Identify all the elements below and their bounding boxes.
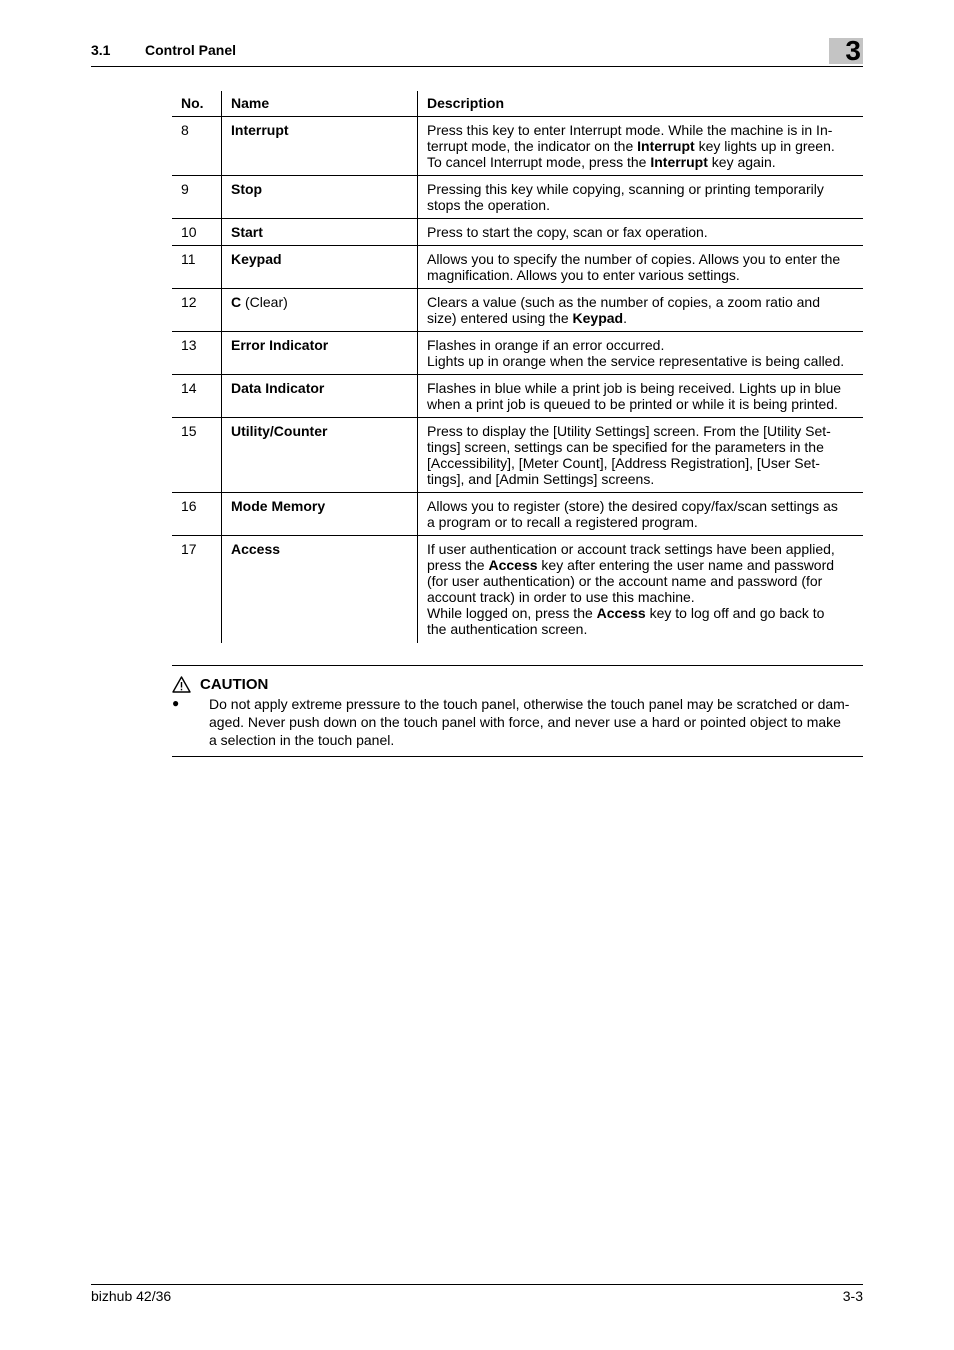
table-row [172,536,863,644]
row-description [418,176,864,219]
caution-line: aged. Never push down on the touch panel with force, and never use a hard or pointed object to make [209,714,841,730]
description-text: size) entered using the [427,310,573,326]
key-name: Stop [231,181,263,197]
table-row [172,375,863,418]
description-text: when a print job is queued to be printed or while it is being printed. [427,396,838,412]
row-number: 8 [172,117,222,176]
column-header-no: No. [172,91,222,117]
page-footer [91,1284,863,1304]
row-description [418,117,864,176]
row-number: 9 [172,176,222,219]
description-text: Clears a value (such as the number of copies, a zoom ratio and [427,294,820,310]
caution-line: Do not apply extreme pressure to the touch panel, otherwise the touch panel may be scratched or dam- [209,696,850,712]
row-number: 12 [172,289,222,332]
description-text: If user authentication or account track settings have been applied, [427,541,835,557]
row-number: 17 [181,541,197,557]
description-text: terrupt mode, the indicator on the [427,138,638,154]
product-name: bizhub 42/36 [91,1288,172,1304]
table-body [172,117,863,644]
row-description [418,289,864,332]
caution-box [172,665,863,757]
row-name [222,536,418,644]
row-name [222,117,418,176]
row-description [418,536,864,644]
description-text: Flashes in orange if an error occurred. [427,337,665,353]
row-name [222,219,418,246]
row-name [222,246,418,289]
description-text: Press this key to enter Interrupt mode. While the machine is in In- [427,122,833,138]
key-reference: Access [596,605,646,621]
caution-text [209,695,863,749]
section-title: Control Panel [145,42,237,58]
control-panel-table [172,91,863,643]
key-name: Utility/Counter [231,423,328,439]
description-text: press the [427,557,489,573]
key-name: Keypad [231,251,282,267]
description-text: tings], and [Admin Settings] screens. [427,471,655,487]
description-text: Flashes in blue while a print job is being received. Lights up in blue [427,380,842,396]
description-text: key lights up in green. [694,138,835,154]
description-text: Allows you to specify the number of copies. Allows you to enter the [427,251,841,267]
warning-triangle-icon [172,676,191,693]
table-header-row [172,91,863,117]
description-text: [Accessibility], [Meter Count], [Address Registration], [User Set- [427,455,820,471]
table-row [172,117,863,176]
table-row [172,176,863,219]
row-name [222,493,418,536]
description-text: key to log off and go back to [645,605,825,621]
row-description [418,332,864,375]
chapter-number: 3 [845,35,861,66]
table-row [172,493,863,536]
section-number: 3.1 [91,42,111,58]
key-reference: Interrupt [637,138,695,154]
key-name: Start [231,224,263,240]
chapter-tab [829,35,863,66]
key-name-suffix: (Clear) [241,294,288,310]
row-number: 11 [172,246,222,289]
description-text: Press to display the [Utility Settings] screen. From the [Utility Set- [427,423,831,439]
description-text: Allows you to register (store) the desired copy/fax/scan settings as [427,498,838,514]
description-text: the authentication screen. [427,621,588,637]
description-text: stops the operation. [427,197,550,213]
key-name: Data Indicator [231,380,325,396]
key-name: C [231,294,242,310]
key-reference: Interrupt [650,154,708,170]
description-text: (for user authentication) or the account name and password (for [427,573,823,589]
description-text: tings] screen, settings can be specified for the parameters in the [427,439,824,455]
table-row [172,418,863,493]
row-name [222,418,418,493]
page-number: 3-3 [842,1288,863,1304]
row-description [418,418,864,493]
description-text: a program or to recall a registered program. [427,514,698,530]
description-text: . [623,310,627,326]
row-description [418,493,864,536]
row-description [418,219,864,246]
description-text: account track) in order to use this machine. [427,589,695,605]
description-text: key again. [707,154,776,170]
description-text: Pressing this key while copying, scanning or printing temporarily [427,181,824,197]
table-row [172,246,863,289]
caution-label: CAUTION [200,676,269,693]
description-text: To cancel Interrupt mode, press the [427,154,651,170]
row-number: 13 [172,332,222,375]
page-header [91,35,863,67]
row-name [222,289,418,332]
row-number: 10 [172,219,222,246]
row-name [222,176,418,219]
column-header-description: Description [418,91,864,117]
key-name: Access [231,541,281,557]
caution-line: a selection in the touch panel. [209,732,395,748]
key-reference: Access [488,557,538,573]
row-description [418,246,864,289]
row-number: 15 [172,418,222,493]
key-name: Error Indicator [231,337,329,353]
row-number: 16 [172,493,222,536]
row-description [418,375,864,418]
description-text: Lights up in orange when the service representative is being called. [427,353,845,369]
key-name: Interrupt [231,122,289,138]
row-name [222,332,418,375]
row-number: 14 [172,375,222,418]
description-text: While logged on, press the [427,605,597,621]
key-reference: Keypad [572,310,624,326]
bullet-point: ● [172,696,180,710]
description-text: magnification. Allows you to enter various settings. [427,267,740,283]
table-row [172,332,863,375]
description-text: Press to start the copy, scan or fax operation. [427,224,708,240]
key-name: Mode Memory [231,498,326,514]
row-name [222,375,418,418]
column-header-name: Name [222,91,418,117]
caution-title [172,676,268,693]
description-text: key after entering the user name and password [537,557,835,573]
table-row [172,289,863,332]
table-row [172,219,863,246]
